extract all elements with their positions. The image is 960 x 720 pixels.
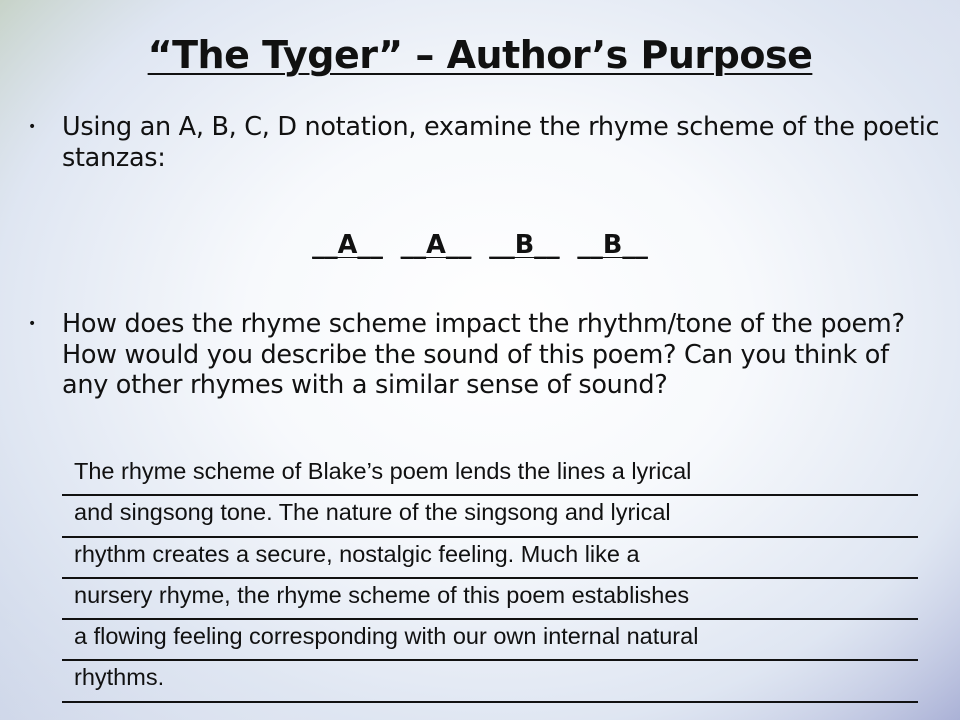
bullet-marker: • <box>28 119 37 135</box>
rhyme-scheme <box>0 229 960 261</box>
answer-text: and singsong tone. The nature of the singsong and lyrical <box>74 499 671 526</box>
rhyme-letter: __B__ <box>489 230 560 260</box>
rhyme-letter: __A__ <box>312 230 383 260</box>
bullet-marker: • <box>28 316 37 332</box>
slide-title-text: “The Tyger” – Author’s Purpose <box>147 33 813 77</box>
rhyme-letter: __A__ <box>400 230 472 260</box>
question-notation: Using an A, B, C, D notation, examine the rhyme scheme of the poetic stanzas: <box>62 112 940 173</box>
answer-block <box>62 455 918 703</box>
answer-text: The rhyme scheme of Blake’s poem lends the lines a lyrical <box>74 458 692 484</box>
answer-line <box>62 579 918 620</box>
answer-text: rhythms. <box>74 664 165 691</box>
answer-text: nursery rhyme, the rhyme scheme of this poem establishes <box>74 581 690 608</box>
slide-title <box>0 30 960 80</box>
question-rhythm-tone: How does the rhyme scheme impact the rhythm/tone of the poem? How would you describe the sound of this poem? Can you think of any other rhymes with a similar sense of sound? <box>62 309 905 400</box>
answer-line <box>62 620 918 661</box>
answer-line <box>62 496 918 537</box>
answer-line <box>62 538 918 579</box>
rhyme-letter: __B__ <box>577 230 648 260</box>
answer-line <box>62 455 918 496</box>
answer-text: a flowing feeling corresponding with our own internal natural <box>74 623 699 650</box>
answer-text: rhythm creates a secure, nostalgic feeling. Much like a <box>74 540 640 567</box>
answer-line <box>62 661 918 702</box>
